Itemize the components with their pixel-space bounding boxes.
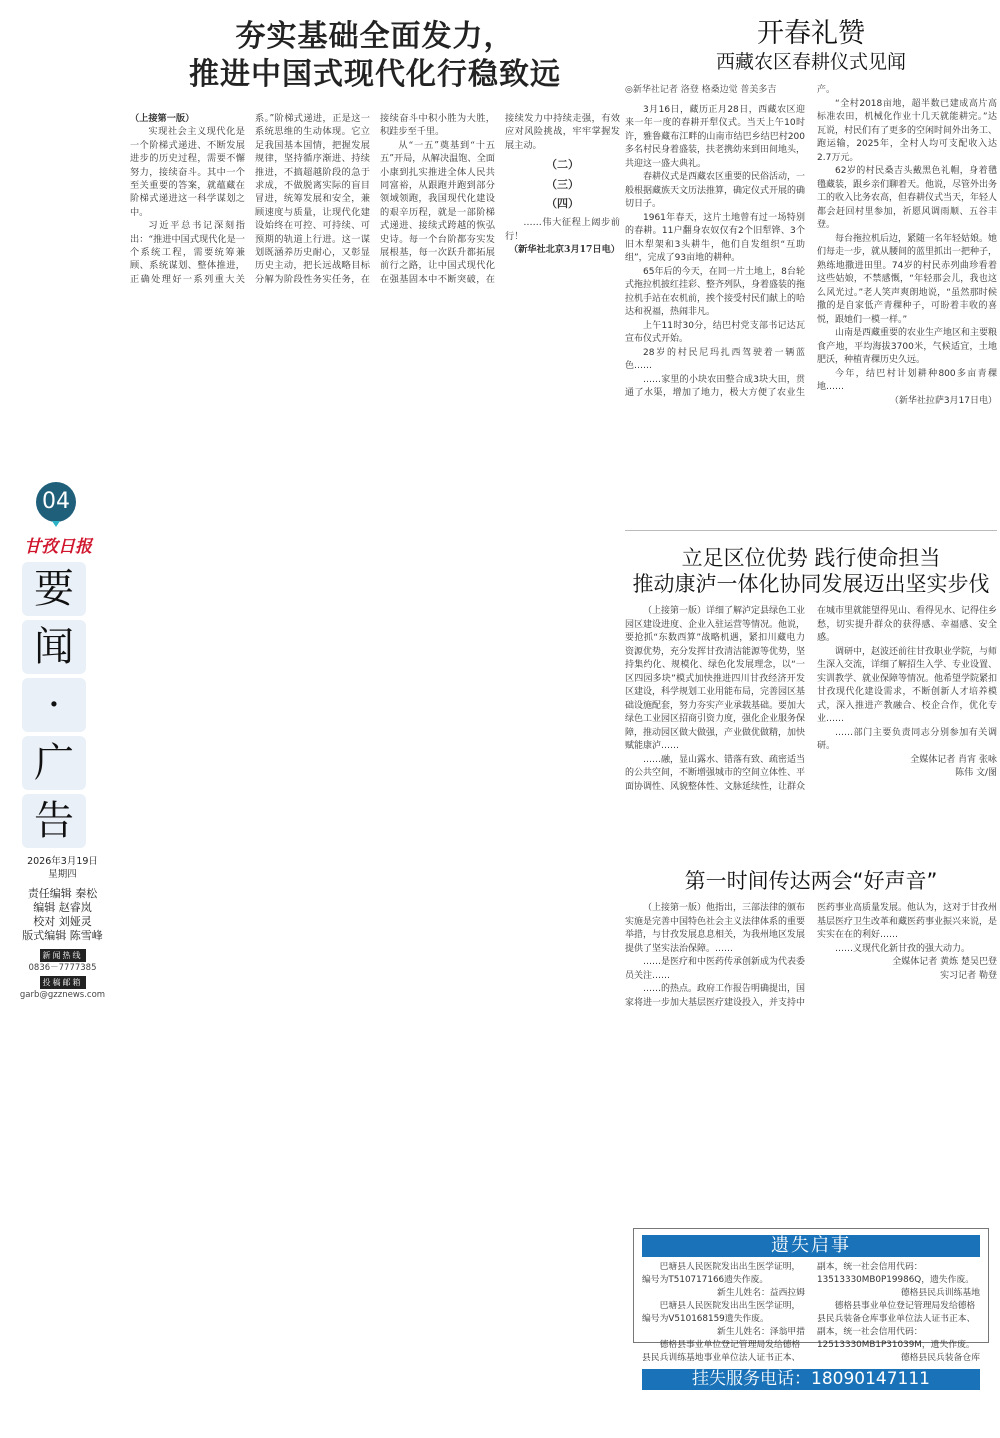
notice-item: 巴塘县人民医院发出出生医学证明，编号为V510168159遗失作废。: [642, 1301, 801, 1324]
divider: [625, 530, 997, 531]
kanglu-body: [625, 605, 997, 794]
signature: 全媒体记者 肖宵 张咏: [910, 754, 997, 765]
issue-date: 2026年3月19日: [27, 856, 98, 867]
paragraph: ……家里的小块农田整合成3块大田，贯通了水渠，增加了地力，极大方便了农业生产。: [625, 85, 836, 398]
paragraph: ……的热点。政府工作报告明确提出，国家将进一步加大基层医疗建设投入，并支持中医药事业高质量发展。他认为，这对于甘孜州基层医疗卫生改革和藏医药事业振兴来说，是实实在在的利好……: [625, 903, 998, 1008]
lianghui-body: [625, 902, 997, 1010]
paragraph: 3月16日，藏历正月28日，西藏农区迎来一年一度的春耕开犁仪式。当天上午10时许，雅鲁藏布江畔的山南市结巴乡结巴村200多名村民身着盛装，扶老携幼来到田间地头，共迎这一盛大典礼。: [625, 104, 806, 169]
signature: 实习记者 勒登: [940, 970, 997, 981]
paragraph: ……部门主要负责同志分别参加有关调研。: [817, 727, 997, 751]
paragraph: ……融，显山露水、错落有致、疏密适当的公共空间，不断增强城市的空间立体性、平面协调性、风貌整体性、文脉延续性，让群众在城市里就能望得见山、看得见水、记得住乡愁，切实提升群众的获得感、幸福感、安全感。: [625, 606, 998, 792]
notice-item-owner: 新生儿姓名：泽翁甲措: [717, 1327, 805, 1337]
lead-note: （上接第一版）: [130, 113, 195, 124]
section-char: 告: [22, 794, 86, 848]
hotline-number: 0836－7777385: [28, 963, 97, 973]
newspaper-logo: 甘孜日报: [24, 537, 92, 557]
section-heading: （四）: [546, 197, 579, 211]
paragraph: 上午11时30分，结巴村党支部书记达瓦宣布仪式开始。: [625, 320, 805, 344]
paragraph: 62岁的村民桑吉头戴黑色礼帽，身着氆氇藏装，跟乡亲们聊着天。他说，尽管外出务工的收入比务农高，但春耕仪式当天，年轻人都会赶回村里参加，祈愿风调雨顺、五谷丰登。: [817, 166, 998, 230]
paragraph: （上接第一版）详细了解泸定县绿色工业园区建设进度、企业入驻运营等情况。他说，要抢抓“东数西算”战略机遇，紧扣川藏电力资源优势，充分发挥甘孜清洁能源等优势，坚持集约化、规模化、绿色化发展理念，以“一区四园多块”模式加快推进四川甘孜经济开发区建设，科学规划工业用能布局，完善园区基础设施配套，努力夯实产业承载基础。要加大绿色工业园区招商引资力度，强化企业服务保障，推动园区做大做强，产业做优做精，加快赋能康泸……: [625, 606, 806, 751]
lianghui-headline: 第一时间传达两会“好声音”: [684, 869, 938, 893]
editor-line: 版式编辑 陈雪峰: [22, 929, 103, 942]
main-headline: [130, 18, 620, 94]
section-char: 闻: [22, 620, 86, 674]
paragraph: ……义现代化新甘孜的强大动力。: [835, 943, 971, 954]
notice-item-owner: 德格县民兵装备仓库: [900, 1353, 980, 1363]
tibet-article: [625, 0, 997, 525]
tibet-body: [625, 84, 997, 408]
paragraph: 从“一五”奠基到“十五五”开局，从解决温饱、全面小康到扎实推进全体人民共同富裕，从跟跑并跑到部分领域领跑，我国现代化建设的艰辛历程，就是一部阶梯式递进、接续式跨越的恢弘史诗。每一个台阶都夯实发展根基，每一次跃升都拓展前行之路，让中国式现代化在强基固本中不断突破，在接续发力中持续走强，有效应对风险挑战，牢牢掌握发展主动。: [380, 113, 620, 285]
email-label: 投稿邮箱: [40, 976, 86, 989]
lianghui-article: [625, 868, 997, 1218]
notice-item-owner: 德格县民兵训练基地: [900, 1288, 980, 1298]
notice-item: 德格县事业单位登记管理局发给德格县民兵训练基地事业单位法人证书正本、副本，统一社会信用代码：13513330MB0P19986Q，遗失作废。: [642, 1262, 974, 1363]
editor-line: 编辑 赵睿岚: [33, 901, 92, 914]
headline-line: 推动康泸一体化协同发展迈出坚实步伐: [632, 572, 990, 596]
headline-line: 推进中国式现代化行稳致远: [189, 57, 561, 92]
kanglu-article: [625, 545, 997, 860]
signature: 陈伟 文/图: [955, 768, 997, 778]
headline-line: 立足区位优势 践行使命担当: [681, 546, 941, 570]
section-char: 广: [22, 736, 86, 790]
dateline: （新华社北京3月17日电）: [508, 244, 620, 256]
paragraph: 习近平总书记深刻指出：“推进中国式现代化是一个系统工程，需要统筹兼顾、系统谋划、整体推进，正确处理好一系列重大关系。”阶梯式递进，正是这一系统思维的生动体现。它立足我国基本国情，把握发展规律，坚持循序渐进、持续推进，不搞超越阶段的急于求成，不做脱离实际的盲目冒进，统筹发展和安全，兼顾速度与质量，让现代化建设始终在可控、可持续、可预期的轨道上行进。这一谋划既涵养历史耐心，又彰显历史主动，把长远战略目标分解为阶段性务实任务，在接续奋斗中积小胜为大胜，积跬步至千里。: [130, 113, 495, 285]
signature: 全媒体记者 黄炼 楚吴巴登: [892, 957, 997, 967]
headline-line: 夯实基础全面发力，: [235, 19, 515, 54]
email-address: garb@gzznews.com: [19, 990, 106, 1000]
byline: ◎新华社记者 洛登 格桑边觉 普美多吉: [625, 85, 777, 95]
section-char: 要: [22, 562, 86, 616]
paragraph: ……是医疗和中医药传承创新成为代表委员关注……: [625, 957, 806, 981]
dateline: （新华社拉萨3月17日电）: [889, 395, 997, 406]
paragraph: 65年后的今天，在同一片土地上，8台轮式拖拉机披红挂彩、整齐列队，身着盛装的拖拉机手站在农机前，挨个接受村民们献上的哈达和祝福，热闹非凡。: [625, 266, 806, 317]
hotline-label: 新闻热线: [40, 949, 86, 962]
lost-notice-box: [633, 1228, 989, 1389]
paragraph: 今年，结巴村计划耕种800多亩青稞地……: [817, 368, 997, 392]
notice-item: 巴塘县人民医院发出出生医学证明，编号为T510717166遗失作废。: [642, 1262, 801, 1285]
paragraph: 山南是西藏重要的农业生产地区和主要粮食产地，平均海拔3700米，气候适宜，土地肥沃，种植青稞历史久远。: [817, 328, 998, 365]
paragraph: 调研中，赵波还前往甘孜职业学院，与师生深入交流，详细了解招生入学、专业设置、实训教学、就业保障等情况。他希望学院紧扣甘孜现代化建设需求，不断创新人才培养模式，深入推进产教融合、校企合作，优化专业……: [817, 646, 998, 724]
page-number-badge: 04: [36, 482, 76, 522]
lost-service-phone: 挂失服务电话：18090147111: [642, 1369, 980, 1390]
paragraph: 实现社会主义现代化是一个阶梯式递进、不断发展进步的历史过程，需要不懈努力，接续奋斗。其中一个至关重要的答案，就蕴藏在阶梯式递进这一科学谋划之中。: [130, 126, 245, 218]
edition-info: [0, 855, 125, 1002]
notice-item: 德格县事业单位登记管理局发给德格县民兵装备仓库事业单位法人证书正本、副本，统一社会信用代码：12513330MB1P31039M，遗失作废。: [817, 1301, 976, 1350]
paragraph: 每台拖拉机后边，紧随一名年轻姑娘。她们每走一步，就从腰间的蓝里抓出一把种子，熟练地撒进田里。74岁的村民赤列曲珍看着这些姑娘，不禁感慨，“年轻那会儿，我也这么风光过。”老人笑声爽朗地说，“虽然那时候撒的是自家低产青稞种子，可盼着丰收的喜悦，跟她们一模一样。”: [817, 233, 998, 325]
kanglu-headline: [625, 545, 997, 597]
main-article: [130, 0, 620, 1438]
paragraph: 春耕仪式是西藏农区重要的民俗活动，一般根据藏族天文历法推算，确定仪式开展的确切日子。: [625, 172, 806, 209]
issue-weekday: 星期四: [48, 869, 77, 880]
tibet-subheadline: 西藏农区春耕仪式见闻: [715, 51, 906, 73]
lost-notice-list: [642, 1261, 980, 1365]
paragraph: “全村2018亩地，超半数已建成高片高标准农田，机械化作业十几天就能耕完。”达瓦说，村民们有了更多的空闲时间外出务工、跑运输，2025年，全村人均可支配收入达2.7万元。: [817, 98, 998, 163]
section-heading: （二）: [546, 158, 579, 172]
paragraph: 28岁的村民尼玛扎西驾驶着一辆蓝色……: [625, 347, 805, 371]
paragraph: 1961年春天，这片土地曾有过一场特别的春耕。11户翻身农奴仅有2个旧犁铧、3个旧木犁架和3头耕牛，他们自发组织“互助组”，完成了93亩地的耕种。: [625, 212, 805, 263]
section-char: ·: [22, 678, 86, 732]
editor-line: 责任编辑 秦松: [27, 887, 98, 900]
section-heading: （三）: [546, 177, 579, 191]
tibet-headline: 开春礼赞: [757, 18, 865, 49]
lost-notice-title: 遗失启事: [642, 1235, 980, 1257]
paragraph: （上接第一版）他指出，三部法律的颁布实施是完善中国特色社会主义法律体系的重要举措，与甘孜发展息息相关，为我州地区发展提供了坚实法治保障。……: [625, 903, 806, 954]
editor-line: 校对 刘娅灵: [33, 915, 92, 928]
notice-item-owner: 新生儿姓名：益西拉姆: [717, 1288, 805, 1298]
main-article-body: [130, 112, 620, 1402]
page-sidebar: [0, 0, 125, 1438]
paragraph: ……伟大征程上阔步前行！: [505, 217, 620, 242]
